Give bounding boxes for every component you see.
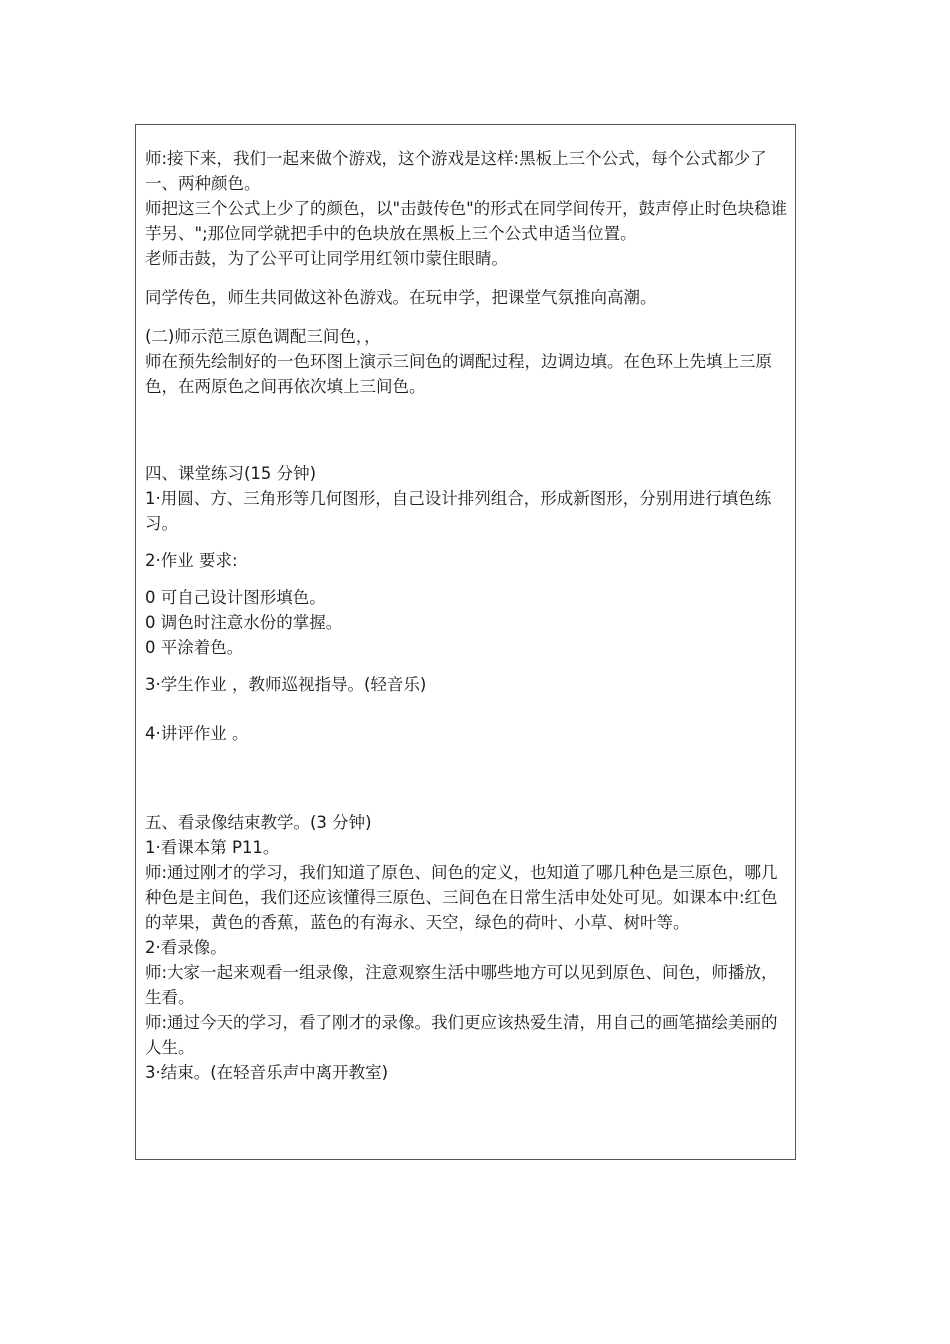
- paragraph-practice-1: 1·用圆、方、三角形等几何图形，自己设计排列组合，形成新图形，分别用进行填色练习。: [145, 489, 772, 533]
- paragraph-watch-video: 2·看录像。: [145, 938, 227, 957]
- paragraph-student-work: 3·学生作业 ，教师巡视指导。(轻音乐): [145, 675, 427, 694]
- paragraph-conclusion: 师:通过今天的学习，看了刚才的录像。我们更应该热爱生清，用自己的画笔描绘美丽的人生。: [145, 1013, 778, 1057]
- paragraph-game-intro: 师:接下来，我们一起来做个游戏，这个游戏是这样:黑板上三个公式，每个公式都少了一、两种颜色。: [145, 149, 767, 193]
- paragraph-observe: 师:大家一起来观看一组录像，注意观察生活中哪些地方可以见到原色、间色，师播放，生看。: [145, 963, 778, 1007]
- paragraph-students-pass: 同学传色，师生共同做这补色游戏。在玩申学，把课堂气氛推向高潮。: [145, 288, 657, 307]
- list-item-req-3: 0 平涂着色。: [145, 638, 244, 657]
- paragraph-color-wheel: 师在预先绘制好的一色环图上演示三间色的调配过程，边调边填。在色环上先填上三原色，在两原色之间再依次填上三间色。: [145, 352, 772, 396]
- list-item-req-1: 0 可自己设计图形填色。: [145, 588, 326, 607]
- paragraph-drum-pass: 师把这三个公式上少了的颜色，以"击鼓传色"的形式在同学间传开，鼓声停止时色块稳谁芋另、";那位同学就把手中的色块放在黑板上三个公式申适当位置。: [145, 199, 788, 243]
- paragraph-homework-req: 2·作业 要求:: [145, 551, 238, 570]
- paragraph-teacher-drum: 老师击鼓，为了公平可让同学用红领巾蒙住眼睛。: [145, 249, 508, 268]
- paragraph-end: 3·结束。(在轻音乐声中离开教室): [145, 1063, 389, 1082]
- section-heading-practice: 四、课堂练习(15 分钟): [145, 464, 317, 483]
- list-item-req-2: 0 调色时注意水份的掌握。: [145, 613, 343, 632]
- lesson-text: [145, 146, 793, 1085]
- paragraph-review: 4·讲评作业 。: [145, 724, 249, 743]
- paragraph-summary: 师:通过刚才的学习，我们知道了原色、间色的定义，也知道了哪几种色是三原色，哪几种色是主间色，我们还应该懂得三原色、三间色在日常生活申处处可见。如课本中:红色的苹果，黄色的香蕉，蓝色的有海永、天空，绿色的荷叶、小草、树叶等。: [145, 863, 778, 932]
- paragraph-demo-heading: (二)师示范三原色调配三间色，，: [145, 327, 381, 346]
- section-heading-video: 五、看录像结束教学。(3 分钟): [145, 813, 372, 832]
- paragraph-textbook: 1·看课本第 P11。: [145, 838, 280, 857]
